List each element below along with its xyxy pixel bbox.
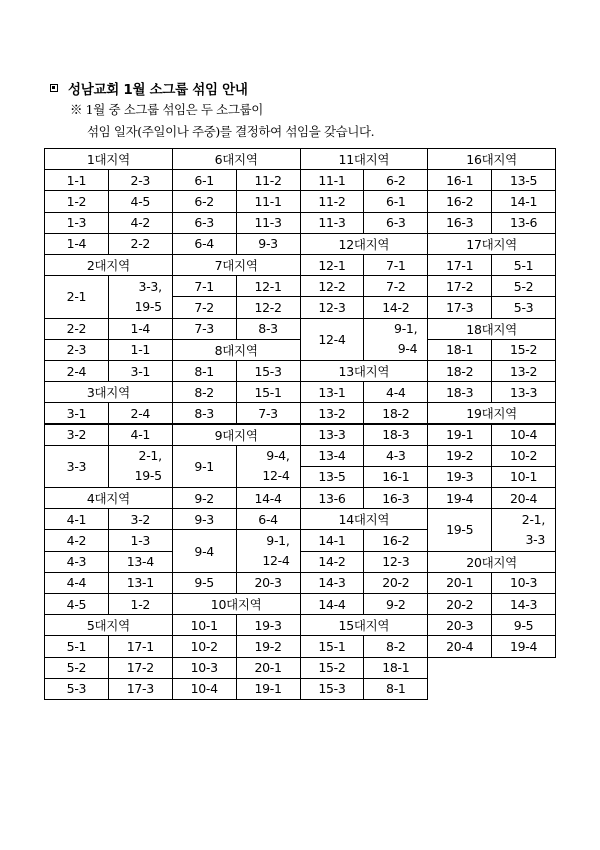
group-id-cell: 20-4 — [427, 635, 492, 657]
mixing-partner-cell: 18-1 — [363, 657, 428, 679]
group-id-cell: 4-4 — [44, 572, 109, 594]
mixing-partner-cell: 13-2 — [491, 360, 556, 382]
district-header: 20대지역 — [427, 551, 556, 573]
mixing-partner-cell — [236, 529, 301, 572]
mixing-partner-cell: 15-2 — [491, 339, 556, 361]
mixing-partner-cell: 7-2 — [363, 275, 428, 297]
cell-line: 9-1, — [394, 321, 418, 337]
mixing-partner-cell: 12-1 — [236, 275, 301, 297]
mixing-partner-cell: 18-2 — [363, 402, 428, 424]
mixing-partner-cell: 9-2 — [363, 593, 428, 615]
group-id-cell: 8-3 — [172, 402, 237, 424]
group-id-cell: 15-2 — [300, 657, 365, 679]
mixing-partner-cell: 1-2 — [108, 593, 173, 615]
cell-line: 2-1, — [521, 511, 545, 527]
group-id-cell: 2-1 — [44, 275, 109, 318]
mixing-partner-cell: 4-1 — [108, 424, 173, 446]
group-id-cell: 11-3 — [300, 212, 365, 234]
mixing-partner-cell: 10-4 — [491, 424, 556, 446]
group-id-cell: 14-1 — [300, 529, 365, 551]
group-id-cell: 6-2 — [172, 190, 237, 212]
mixing-partner-cell: 9-5 — [491, 614, 556, 636]
mixing-partner-cell: 9-3 — [236, 233, 301, 255]
group-id-cell: 1-1 — [44, 169, 109, 191]
mixing-partner-cell: 7-1 — [363, 254, 428, 276]
group-id-cell: 18-1 — [427, 339, 492, 361]
mixing-partner-cell: 19-4 — [491, 635, 556, 657]
group-id-cell: 19-3 — [427, 466, 492, 488]
group-id-cell: 5-2 — [44, 657, 109, 679]
group-id-cell: 2-2 — [44, 318, 109, 340]
mixing-partner-cell: 6-4 — [236, 508, 301, 530]
mixing-partner-cell: 1-4 — [108, 318, 173, 340]
cell-line: 9-1, — [266, 533, 290, 549]
group-id-cell: 17-2 — [427, 275, 492, 297]
group-id-cell: 5-3 — [44, 678, 109, 700]
mixing-partner-cell: 6-2 — [363, 169, 428, 191]
group-id-cell: 12-4 — [300, 318, 365, 361]
group-id-cell: 19-5 — [427, 508, 492, 551]
group-id-cell: 18-2 — [427, 360, 492, 382]
square-bullet-icon — [50, 84, 58, 92]
district-header: 4대지역 — [44, 487, 173, 509]
mixing-partner-cell: 2-3 — [108, 169, 173, 191]
cell-line: 12-4 — [262, 553, 290, 569]
cell-line: 2-1, — [138, 448, 162, 464]
mixing-partner-cell: 7-3 — [236, 402, 301, 424]
group-id-cell: 2-4 — [44, 360, 109, 382]
mixing-partner-cell: 4-3 — [363, 445, 428, 467]
mixing-partner-cell: 8-2 — [363, 635, 428, 657]
mixing-partner-cell: 13-1 — [108, 572, 173, 594]
group-id-cell: 3-1 — [44, 402, 109, 424]
mixing-partner-cell: 13-3 — [491, 381, 556, 403]
mixing-partner-cell: 16-2 — [363, 529, 428, 551]
district-header: 12대지역 — [300, 233, 429, 255]
group-id-cell: 19-4 — [427, 487, 492, 509]
group-id-cell: 10-2 — [172, 635, 237, 657]
mixing-partner-cell: 4-5 — [108, 190, 173, 212]
mixing-partner-cell — [363, 318, 428, 361]
mixing-partner-cell — [236, 445, 301, 488]
mixing-partner-cell: 19-1 — [236, 678, 301, 700]
mixing-partner-cell — [491, 508, 556, 551]
group-id-cell: 14-3 — [300, 572, 365, 594]
mixing-partner-cell: 17-3 — [108, 678, 173, 700]
group-id-cell: 3-3 — [44, 445, 109, 488]
mixing-partner-cell: 15-1 — [236, 381, 301, 403]
mixing-partner-cell: 20-1 — [236, 657, 301, 679]
mixing-partner-cell: 12-2 — [236, 296, 301, 318]
district-header: 16대지역 — [427, 148, 556, 170]
group-id-cell: 16-3 — [427, 212, 492, 234]
mixing-partner-cell: 10-3 — [491, 572, 556, 594]
district-header: 17대지역 — [427, 233, 556, 255]
group-id-cell: 8-1 — [172, 360, 237, 382]
mixing-partner-cell: 1-1 — [108, 339, 173, 361]
cell-line: 12-4 — [262, 468, 290, 484]
mixing-partner-cell: 12-3 — [363, 551, 428, 573]
mixing-partner-cell: 17-1 — [108, 635, 173, 657]
group-id-cell: 6-1 — [172, 169, 237, 191]
group-id-cell: 9-5 — [172, 572, 237, 594]
district-header: 9대지역 — [172, 424, 301, 446]
mixing-partner-cell: 6-1 — [363, 190, 428, 212]
mixing-partner-cell: 1-3 — [108, 529, 173, 551]
mixing-partner-cell: 13-5 — [491, 169, 556, 191]
group-id-cell: 16-1 — [427, 169, 492, 191]
mixing-partner-cell: 11-1 — [236, 190, 301, 212]
district-header: 14대지역 — [300, 508, 429, 530]
group-id-cell: 20-3 — [427, 614, 492, 636]
district-header: 3대지역 — [44, 381, 173, 403]
district-header: 18대지역 — [427, 318, 556, 340]
group-id-cell: 13-6 — [300, 487, 365, 509]
group-id-cell: 16-2 — [427, 190, 492, 212]
mixing-partner-cell: 10-1 — [491, 466, 556, 488]
district-header: 5대지역 — [44, 614, 173, 636]
district-header: 10대지역 — [172, 593, 301, 615]
mixing-partner-cell: 20-3 — [236, 572, 301, 594]
mixing-partner-cell: 2-2 — [108, 233, 173, 255]
mixing-partner-cell — [108, 275, 173, 318]
mixing-partner-cell: 13-6 — [491, 212, 556, 234]
group-id-cell: 11-1 — [300, 169, 365, 191]
group-id-cell: 9-2 — [172, 487, 237, 509]
mixing-partner-cell: 17-2 — [108, 657, 173, 679]
group-id-cell: 17-1 — [427, 254, 492, 276]
group-id-cell: 4-2 — [44, 529, 109, 551]
mixing-partner-cell: 19-2 — [236, 635, 301, 657]
notice-note-line2: 섞임 일자(주일이나 주중)를 결정하여 섞임을 갖습니다. — [87, 124, 375, 139]
mixing-partner-cell: 18-3 — [363, 424, 428, 446]
mixing-partner-cell: 4-2 — [108, 212, 173, 234]
district-header: 19대지역 — [427, 402, 556, 424]
mixing-partner-cell: 2-4 — [108, 402, 173, 424]
group-id-cell: 7-3 — [172, 318, 237, 340]
mixing-partner-cell: 14-3 — [491, 593, 556, 615]
mixing-partner-cell: 10-2 — [491, 445, 556, 467]
group-id-cell: 10-3 — [172, 657, 237, 679]
cell-line: 19-5 — [134, 298, 162, 314]
group-id-cell: 18-3 — [427, 381, 492, 403]
notice-title: 성남교회 1월 소그룹 섞임 안내 — [68, 82, 248, 98]
group-id-cell: 17-3 — [427, 296, 492, 318]
group-id-cell: 1-3 — [44, 212, 109, 234]
group-id-cell: 7-2 — [172, 296, 237, 318]
group-id-cell: 3-2 — [44, 424, 109, 446]
group-id-cell: 15-3 — [300, 678, 365, 700]
mixing-partner-cell: 14-1 — [491, 190, 556, 212]
mixing-partner-cell: 8-1 — [363, 678, 428, 700]
group-id-cell: 12-3 — [300, 296, 365, 318]
mixing-partner-cell: 5-2 — [491, 275, 556, 297]
cell-line: 3-3 — [525, 531, 545, 547]
notice-header — [50, 78, 375, 139]
mixing-partner-cell: 13-4 — [108, 551, 173, 573]
group-id-cell: 13-4 — [300, 445, 365, 467]
notice-note-line1: ※ 1월 중 소그룹 섞임은 두 소그룹이 — [70, 102, 263, 117]
notice-title-row — [50, 78, 248, 98]
group-id-cell: 8-2 — [172, 381, 237, 403]
group-id-cell: 12-1 — [300, 254, 365, 276]
district-header: 7대지역 — [172, 254, 301, 276]
group-id-cell: 7-1 — [172, 275, 237, 297]
group-id-cell: 9-3 — [172, 508, 237, 530]
mixing-partner-cell: 15-3 — [236, 360, 301, 382]
mixing-partner-cell: 8-3 — [236, 318, 301, 340]
group-id-cell: 9-4 — [172, 529, 237, 572]
mixing-partner-cell: 16-3 — [363, 487, 428, 509]
group-id-cell: 12-2 — [300, 275, 365, 297]
group-id-cell: 20-2 — [427, 593, 492, 615]
group-id-cell: 13-2 — [300, 402, 365, 424]
group-id-cell: 5-1 — [44, 635, 109, 657]
group-id-cell: 6-3 — [172, 212, 237, 234]
cell-line: 3-3, — [138, 278, 162, 294]
mixing-partner-cell — [108, 445, 173, 488]
group-id-cell: 10-1 — [172, 614, 237, 636]
group-id-cell: 4-1 — [44, 508, 109, 530]
mixing-partner-cell: 20-4 — [491, 487, 556, 509]
mixing-partner-cell: 3-2 — [108, 508, 173, 530]
mixing-partner-cell: 6-3 — [363, 212, 428, 234]
group-id-cell: 14-2 — [300, 551, 365, 573]
mixing-partner-cell: 19-3 — [236, 614, 301, 636]
district-header: 2대지역 — [44, 254, 173, 276]
group-id-cell: 1-4 — [44, 233, 109, 255]
group-id-cell: 6-4 — [172, 233, 237, 255]
group-id-cell: 19-2 — [427, 445, 492, 467]
district-header: 8대지역 — [172, 339, 301, 361]
group-id-cell: 20-1 — [427, 572, 492, 594]
cell-line: 9-4 — [397, 341, 418, 357]
district-header: 13대지역 — [300, 360, 429, 382]
group-id-cell: 11-2 — [300, 190, 365, 212]
group-id-cell: 13-3 — [300, 424, 365, 446]
district-header: 15대지역 — [300, 614, 429, 636]
cell-line: 9-4, — [266, 448, 290, 464]
mixing-partner-cell: 14-2 — [363, 296, 428, 318]
mixing-partner-cell: 16-1 — [363, 466, 428, 488]
mixing-partner-cell: 20-2 — [363, 572, 428, 594]
mixing-partner-cell: 4-4 — [363, 381, 428, 403]
group-id-cell: 9-1 — [172, 445, 237, 488]
mixing-partner-cell: 14-4 — [236, 487, 301, 509]
cell-line: 19-5 — [134, 468, 162, 484]
mixing-partner-cell: 5-1 — [491, 254, 556, 276]
mixing-partner-cell: 11-3 — [236, 212, 301, 234]
group-id-cell: 4-5 — [44, 593, 109, 615]
district-header: 11대지역 — [300, 148, 429, 170]
mixing-partner-cell: 11-2 — [236, 169, 301, 191]
group-id-cell: 4-3 — [44, 551, 109, 573]
district-header: 6대지역 — [172, 148, 301, 170]
mixing-partner-cell: 5-3 — [491, 296, 556, 318]
district-header: 1대지역 — [44, 148, 173, 170]
group-mixing-table — [44, 148, 555, 699]
group-id-cell: 10-4 — [172, 678, 237, 700]
group-id-cell: 13-1 — [300, 381, 365, 403]
group-id-cell: 15-1 — [300, 635, 365, 657]
group-id-cell: 14-4 — [300, 593, 365, 615]
group-id-cell: 13-5 — [300, 466, 365, 488]
group-id-cell: 19-1 — [427, 424, 492, 446]
group-id-cell: 2-3 — [44, 339, 109, 361]
mixing-partner-cell: 3-1 — [108, 360, 173, 382]
group-id-cell: 1-2 — [44, 190, 109, 212]
